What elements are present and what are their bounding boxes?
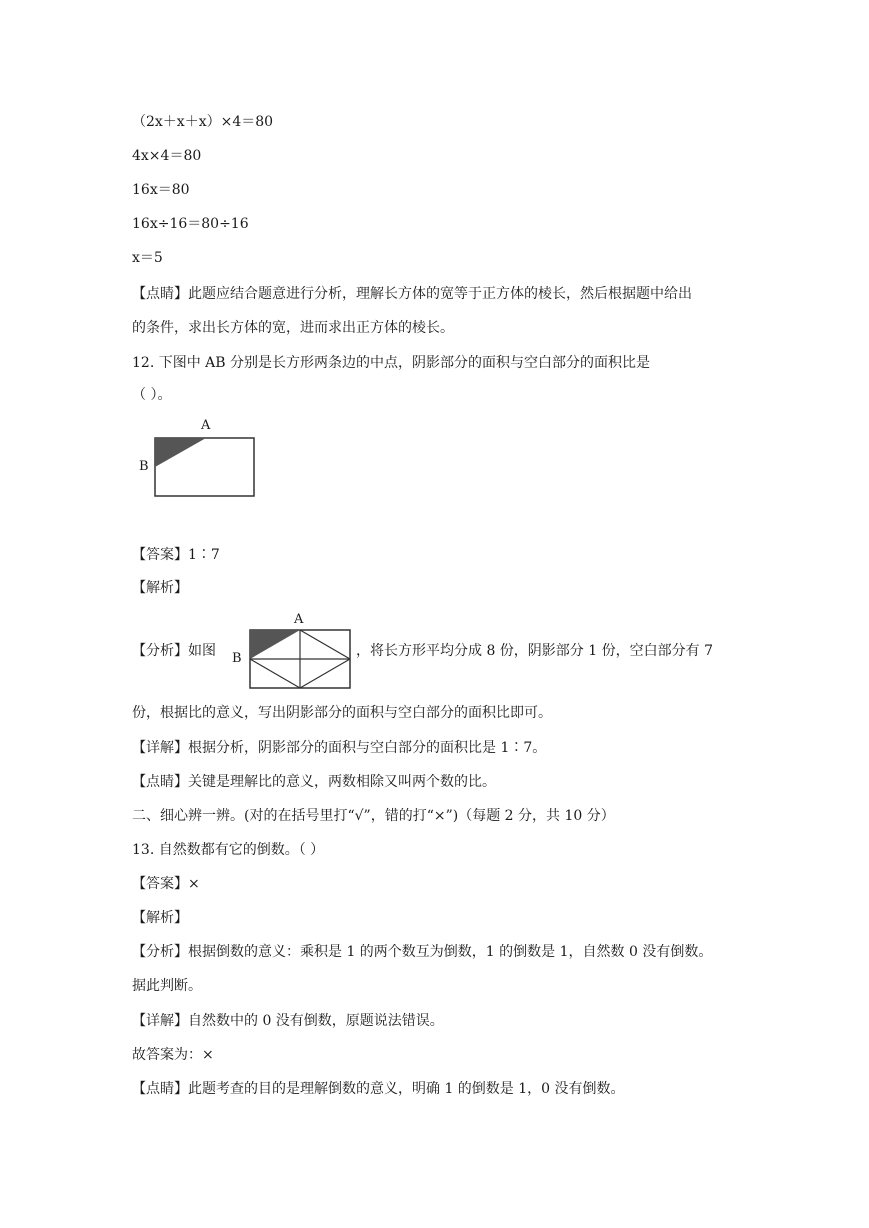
question-12-line-1: 12. 下图中 AB 分别是长方形两条边的中点，阴影部分的面积与空白部分的面积比是	[132, 355, 651, 371]
equation-line-1: （2x＋x＋x）×4＝80	[132, 114, 274, 130]
divided-rectangle-figure	[230, 612, 356, 694]
answer-13: 【答案】×	[132, 876, 200, 892]
fenxi-13-line-1: 【分析】根据倒数的意义：乘积是 1 的两个数互为倒数，1 的倒数是 1，自然数 0 没有倒数。	[132, 944, 713, 960]
answer-is-13: 故答案为：×	[132, 1047, 214, 1063]
dianjing-13: 【点睛】此题考查的目的是理解倒数的意义，明确 1 的倒数是 1，0 没有倒数。	[132, 1081, 625, 1097]
jiexi-13: 【解析】	[132, 910, 188, 926]
dianjing-line-1: 【点睛】此题应结合题意进行分析，理解长方体的宽等于正方体的棱长，然后根据题中给出	[132, 286, 692, 302]
equation-line-4: 16x÷16＝80÷16	[132, 216, 249, 232]
equation-line-5: x＝5	[132, 250, 163, 266]
diagonal-1	[300, 630, 350, 659]
section-2-heading: 二、细心辨一辨。(对的在括号里打“√”，错的打“×”)（每题 2 分，共 10 分）	[132, 808, 615, 824]
point-a-label-2: A	[294, 612, 304, 627]
dianjing-line-2: 的条件，求出长方体的宽，进而求出正方体的棱长。	[132, 320, 454, 336]
diagonal-2	[300, 659, 350, 688]
shaded-triangle-2	[250, 630, 300, 659]
point-a-label: A	[201, 418, 211, 433]
answer-12: 【答案】1∶7	[132, 547, 220, 563]
dianjing-12: 【点睛】关键是理解比的意义，两数相除又叫两个数的比。	[132, 774, 496, 790]
fenxi-12-prefix: 【分析】如图	[132, 643, 216, 659]
xiangjie-12: 【详解】根据分析，阴影部分的面积与空白部分的面积比是 1∶7。	[132, 740, 547, 756]
shaded-triangle	[155, 438, 206, 467]
fenxi-12-suffix: ，将长方形平均分成 8 份，阴影部分 1 份，空白部分有 7	[356, 643, 713, 659]
diagonal-3	[250, 659, 300, 688]
rectangle-figure	[136, 418, 260, 502]
question-12-line-2: （ ）。	[132, 387, 172, 403]
xiangjie-13: 【详解】自然数中的 0 没有倒数，原题说法错误。	[132, 1013, 444, 1029]
fenxi-13-line-2: 据此判断。	[132, 978, 202, 994]
point-b-label: B	[139, 459, 149, 474]
question-13: 13. 自然数都有它的倒数。（ ）	[132, 842, 325, 858]
jiexi-12: 【解析】	[132, 580, 188, 596]
equation-line-3: 16x＝80	[132, 182, 190, 198]
fenxi-12-line-2: 份，根据比的意义，写出阴影部分的面积与空白部分的面积比即可。	[132, 705, 552, 721]
point-b-label-2: B	[232, 651, 242, 666]
equation-line-2: 4x×4＝80	[132, 148, 202, 164]
